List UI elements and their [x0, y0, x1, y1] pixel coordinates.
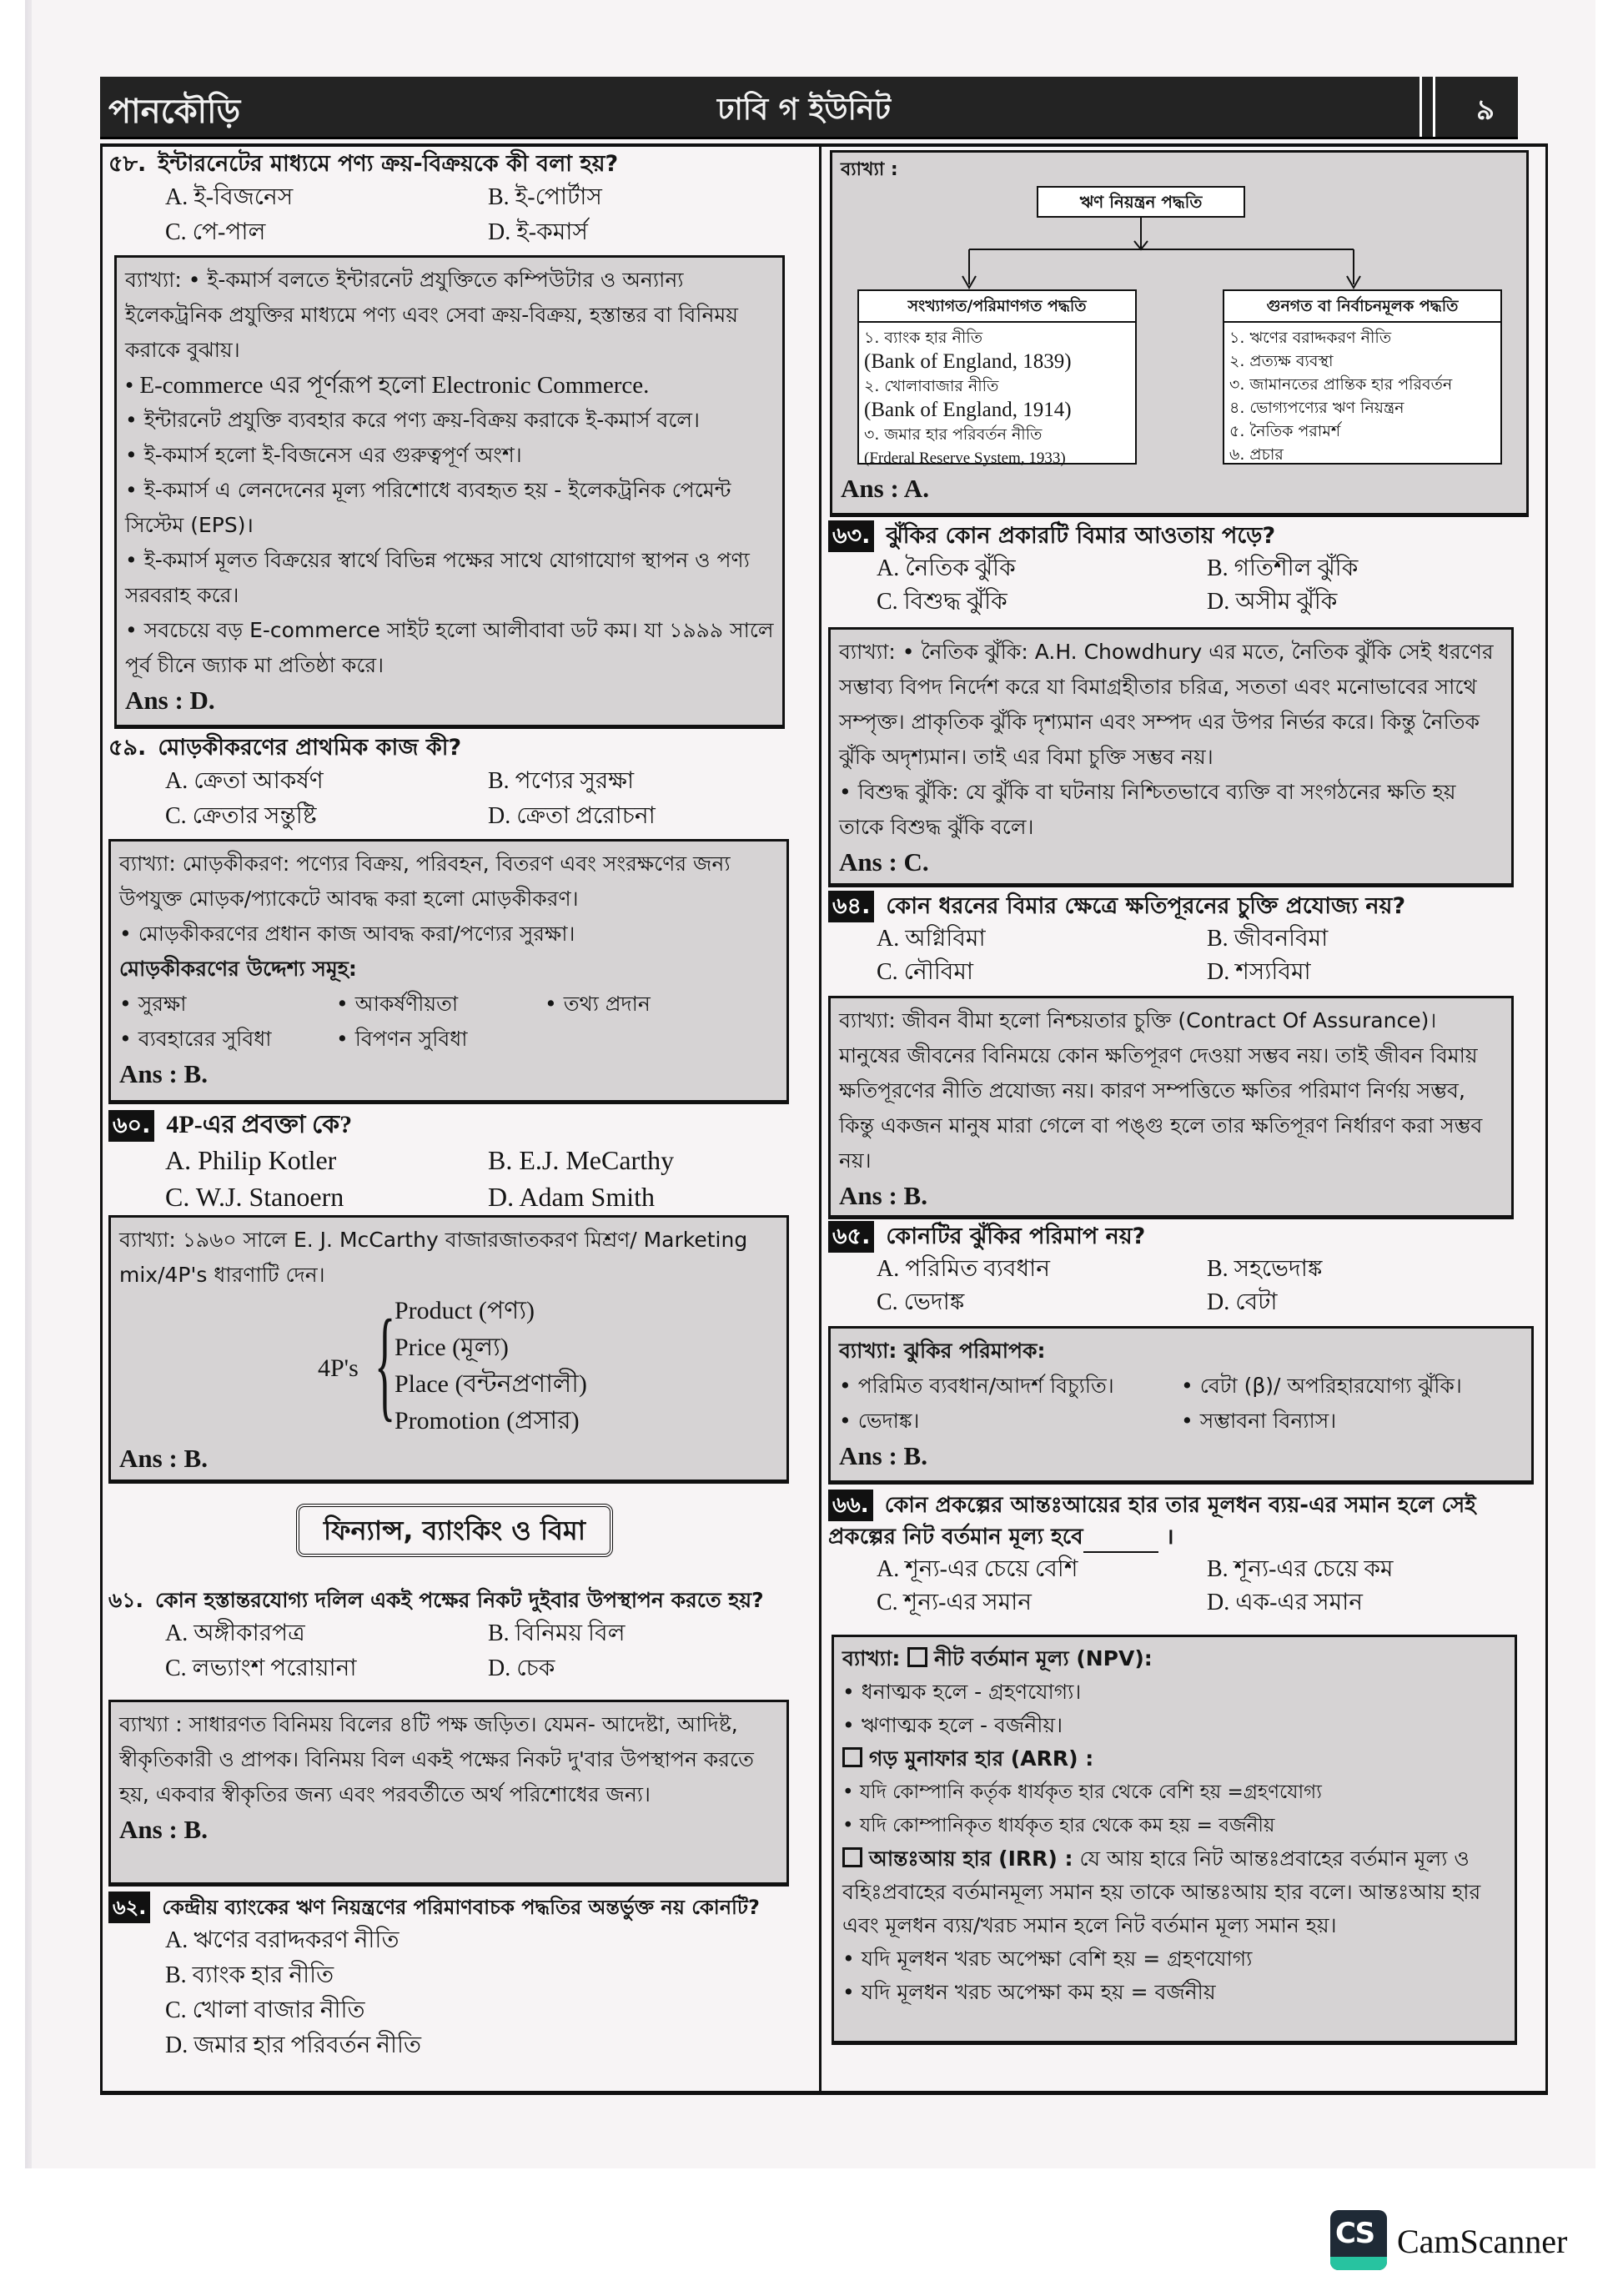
method-item: (Frderal Reserve System, 1933) [864, 450, 1066, 467]
option-b[interactable]: B. E.J. MeCarthy [488, 1145, 675, 1175]
four-ps-item: Price (মূল্য) [394, 1334, 509, 1361]
camscanner-logo-icon [1330, 2210, 1387, 2270]
answer: Ans : D. [125, 686, 215, 715]
option-d[interactable]: D. ই-কমার্স [488, 219, 588, 245]
credit-control-diagram [841, 184, 1518, 516]
diagram-root: ঋণ নিয়ন্ত্রন পদ্ধতি [1037, 186, 1245, 218]
answer: Ans : B. [119, 1059, 208, 1088]
arr-item: • যদি কোম্পানিকৃত ধার্যকৃত হার থেকে কম হয় = বর্জনীয় [842, 1815, 1275, 1836]
explanation-line: • E-commerce এর পূর্ণরূপ হলো Electronic Commerce. [125, 372, 650, 399]
option-d[interactable]: D. বেটা [1207, 1289, 1278, 1315]
camscanner-name: CamScanner [1397, 2223, 1568, 2260]
option-b[interactable]: B. শূন্য-এর চেয়ে কম [1207, 1556, 1394, 1582]
option-c[interactable]: C. ভেদাঙ্ক [877, 1289, 965, 1315]
question-66 [828, 1490, 1537, 1620]
explanation-59 [108, 839, 789, 1104]
option-b[interactable]: B. পণ্যের সুরক্ষা [488, 768, 635, 794]
options [108, 764, 811, 834]
option-a[interactable]: A. শূন্য-এর চেয়ে বেশি [877, 1556, 1078, 1582]
column-divider [819, 143, 822, 2095]
question-number: ৬৪. [828, 891, 874, 922]
question-65 [828, 1221, 1537, 1319]
irr-item: • যদি মূলধন খরচ অপেক্ষা কম হয় = বর্জনীয় [842, 1980, 1216, 2004]
method-item: ১. ব্যাংক হার নীতি [864, 329, 982, 347]
option-d[interactable]: D. চেক [488, 1655, 555, 1681]
explanation-line: ব্যাখ্যা: • নৈতিক ঝুঁকি: A.H. Chowdhury এর মতে, নৈতিক ঝুঁকি সেই ধরণের সম্ভাব্য বিপদ নির্দেশ করে যা বিমাগ্রহীতার চরিত্র, সততা এবং মনোভাবের সাথে সম্পৃক্ত। প্রাকৃতিক ঝুঁকি দৃশ্যমান এবং সম্পদ এর উপর নির্ভর করে। কিন্তু নৈতিক ঝুঁকি অদৃশ্যমান। তাই এর বিমা চুক্তি সম্ভব নয়। [839, 640, 1494, 769]
four-ps-item: Place (বন্টনপ্রণালী) [394, 1370, 587, 1398]
question-59 [108, 732, 811, 834]
explanation-61 [108, 1700, 789, 1887]
brace-icon: { [374, 1294, 396, 1433]
logo-text: CS [1335, 2217, 1374, 2250]
option-b[interactable]: B. সহভেদাঙ্ক [1207, 1256, 1323, 1282]
explanation-text: ব্যাখ্যা: জীবন বীমা হলো নিশ্চয়তার চুক্তি (Contract Of Assurance)। মানুষের জীবনের বিনিময়ে কোন ক্ষতিপূরণ দেওয়া সম্ভব নয়। তাই জীবন বিমায় ক্ষতিপূরণের নীতি প্রযোজ্য নয়। কারণ সম্পত্তিতে ক্ষতির পরিমাণ নির্ণয় সম্ভব, কিন্তু একজন মানুষ মারা গেলে বা পঙ্গু হলে তার ক্ষতিপূরণ নির্ধারণ করা সম্ভব নয়। [839, 1008, 1483, 1173]
explanation-label: ব্যাখ্যা: ঝুকির পরিমাপক: [839, 1339, 1046, 1363]
method-item: (Bank of England, 1914) [864, 399, 1072, 421]
option-b[interactable]: B. ব্যাংক হার নীতি [165, 1962, 334, 1988]
question-text: ঝুঁকির কোন প্রকারটি বিমার আওতায় পড়ে? [886, 523, 1276, 549]
risk-measure: • বেটা (β)/ অপরিহারযোগ্য ঝুঁকি। [1181, 1374, 1462, 1398]
answer: Ans : B. [119, 1444, 208, 1473]
explanation-text: ব্যাখ্যা : সাধারণত বিনিময় বিলের ৪টি পক্ষ জড়িত। যেমন- আদেষ্টা, আদিষ্ট, স্বীকৃতিকারী ও প্রাপক। বিনিময় বিল একই পক্ষের নিকট দু'বার উপস্থাপন করতে হয়, একবার স্বীকৃতির জন্য এবং পরবর্তীতে অর্থ পরিশোধের জন্য। [119, 1712, 754, 1806]
four-ps-diagram [119, 1293, 778, 1441]
question-number: ৬৬. [828, 1490, 873, 1521]
checkbox-icon [842, 1747, 862, 1767]
question-61 [108, 1585, 811, 1686]
option-a[interactable]: A. ঋণের বরাদ্দকরণ নীতি [165, 1927, 399, 1953]
method-item: ৫. নৈতিক পরামর্শ [1229, 422, 1341, 440]
option-a[interactable]: A. অঙ্গীকারপত্র [165, 1620, 305, 1646]
explanation-line: ব্যাখ্যা: মোড়কীকরণ: পণ্যের বিক্রয়, পরিবহন, বিতরণ এবং সংরক্ষণের জন্য উপযুক্ত মোড়ক/প্যাকেটে আবদ্ধ করা হলো মোড়কীকরণ। [119, 852, 731, 911]
question-60 [108, 1109, 811, 1215]
option-c[interactable]: C. পে-পাল [165, 219, 266, 245]
method-item: ৩. জামানতের প্রান্তিক হার পরিবর্তন [1229, 375, 1453, 394]
option-a[interactable]: A. নৈতিক ঝুঁকি [877, 555, 1016, 581]
option-c[interactable]: C. খোলা বাজার নীতি [165, 1997, 365, 2023]
option-c[interactable]: C. শূন্য-এর সমান [877, 1590, 1032, 1615]
question-text: 4P-এর প্রবক্তা কে? [166, 1111, 353, 1138]
options [108, 180, 811, 250]
explanation-line: • ই-কমার্স মূলত বিক্রয়ের স্বার্থে বিভিন্ন পক্ষের সাথে যোগাযোগ স্থাপন ও পণ্য সরবরাহ করে। [125, 548, 750, 607]
explanation-63 [828, 627, 1514, 887]
npv-item: • ঋণাত্মক হলে - বর্জনীয়। [842, 1713, 1063, 1737]
options [828, 1253, 1537, 1319]
risk-measures-list [839, 1369, 1523, 1439]
checkbox-icon [907, 1647, 927, 1667]
purpose-item: • সুরক্ষা [119, 992, 187, 1016]
options [828, 1553, 1537, 1620]
question-63 [828, 520, 1537, 619]
question-text: কোন প্রকল্পের আন্তঃআয়ের হার তার মূলধন ব্যয়-এর সমান হলে সেই প্রকল্পের নিট বর্তমান মূল্য হবে [828, 1493, 1476, 1550]
risk-measure: • সম্ভাবনা বিন্যাস। [1181, 1409, 1337, 1433]
question-62 [108, 1892, 811, 2063]
option-a[interactable]: A. ই-বিজনেস [165, 184, 294, 210]
purpose-list [119, 987, 778, 1057]
risk-measure: • ভেদাঙ্ক। [839, 1409, 920, 1433]
option-a[interactable]: A. অগ্নিবিমা [877, 926, 986, 952]
explanation-label: ব্যাখ্যা: [842, 1646, 901, 1671]
option-c[interactable]: C. ক্রেতার সন্তুষ্টি [165, 803, 317, 829]
explanation-subheading: মোড়কীকরণের উদ্দেশ্য সমূহ: [119, 957, 357, 981]
explanation-58 [114, 255, 785, 729]
purpose-item: • তথ্য প্রদান [545, 992, 651, 1016]
question-text: কোন ধরনের বিমার ক্ষেত্রে ক্ষতিপূরনের চুক্তি প্রযোজ্য নয়? [886, 893, 1406, 919]
explanation-line: ব্যাখ্যা: • ই-কমার্স বলতে ইন্টারনেট প্রযুক্তিতে কম্পিউটার ও অন্যান্য ইলেকট্রনিক প্রযুক্তির মাধ্যমে পণ্য এবং সেবা ক্রয়-বিক্রয়, হস্তান্তর বা বিনিময় করাকে বুঝায়। [125, 268, 738, 362]
answer: Ans : A. [841, 474, 929, 503]
arr-item: • যদি কোম্পানি কর্তৃক ধার্যকৃত হার থেকে বেশি হয় =গ্রহণযোগ্য [842, 1781, 1322, 1803]
method-item: ৬. প্রচার [1229, 445, 1284, 464]
risk-measure: • পরিমিত ব্যবধান/আদর্শ বিচ্যুতি। [839, 1374, 1114, 1398]
irr-title: আন্তঃআয় হার (IRR) : [869, 1846, 1073, 1871]
explanation-60 [108, 1215, 789, 1484]
fill-in-blank [1083, 1528, 1158, 1553]
header-divider-bars [1416, 77, 1450, 137]
qualitative-methods-box [1223, 289, 1502, 465]
option-b[interactable]: B. জীবনবিমা [1207, 926, 1329, 952]
purpose-item: • ব্যবহারের সুবিধা [119, 1027, 272, 1051]
option-a[interactable]: A. পরিমিত ব্যবধান [877, 1256, 1051, 1282]
options [108, 1142, 811, 1215]
answer: Ans : C. [839, 847, 929, 877]
answer: Ans : B. [839, 1441, 927, 1470]
question-text: কোন হস্তান্তরযোগ্য দলিল একই পক্ষের নিকট দুইবার উপস্থাপন করতে হয়? [154, 1588, 764, 1612]
explanation-66 [832, 1635, 1517, 2045]
explanation-line: • ই-কমার্স হলো ই-বিজনেস এর গুরুত্বপূর্ণ অংশ। [125, 443, 522, 467]
options [108, 1923, 811, 2063]
four-ps-item: Product (পণ্য) [394, 1297, 535, 1324]
method-item: ২. প্রত্যক্ষ ব্যবস্থা [1229, 352, 1334, 370]
option-c[interactable]: C. নৌবিমা [877, 959, 974, 985]
answer: Ans : B. [119, 1815, 208, 1844]
explanation-64 [828, 996, 1514, 1219]
explanation-line: • বিশুদ্ধ ঝুঁকি: যে ঝুঁকি বা ঘটনায় নিশ্চিতভাবে ব্যক্তি বা সংগঠনের ক্ষতি হয় তাকে বিশুদ্ধ ঝুঁকি বলে। [839, 780, 1456, 839]
question-58 [108, 148, 811, 250]
box-title: সংখ্যাগত/পরিমাণগত পদ্ধতি [859, 291, 1135, 323]
irr-item: • যদি মূলধন খরচ অপেক্ষা বেশি হয় = গ্রহণযোগ্য [842, 1947, 1253, 1971]
method-item: ৩. জমার হার পরিবর্তন নীতি [864, 425, 1043, 444]
question-number: ৬৫. [828, 1221, 874, 1253]
question-number: ৫৯. [108, 735, 147, 761]
options [108, 1616, 811, 1686]
option-d[interactable]: D. অসীম ঝুঁকি [1207, 589, 1338, 615]
option-d[interactable]: D. Adam Smith [488, 1182, 656, 1212]
explanation-label: ব্যাখ্যা : [841, 159, 898, 180]
option-d[interactable]: D. ক্রেতা প্ররোচনা [488, 803, 656, 829]
question-text: কোনটির ঝুঁকির পরিমাপ নয়? [886, 1223, 1146, 1249]
four-ps-list [394, 1293, 587, 1439]
option-b[interactable]: B. ই-পোর্টাস [488, 184, 602, 210]
question-text-end: । [1165, 1525, 1174, 1550]
brand-title: পানকৌড়ি [108, 93, 241, 131]
option-c[interactable]: C. বিশুদ্ধ ঝুঁকি [877, 589, 1007, 615]
question-number: ৬০. [108, 1110, 154, 1142]
question-number: ৬২. [108, 1892, 150, 1923]
unit-title: ঢাবি গ ইউনিট [717, 93, 891, 127]
page-header [100, 77, 1518, 139]
question-number: ৬১. [108, 1588, 143, 1612]
npv-title: নীট বর্তমান মূল্য (NPV): [934, 1646, 1153, 1671]
npv-item: • ধনাত্মক হলে - গ্রহণযোগ্য। [842, 1680, 1082, 1704]
explanation-line: • সবচেয়ে বড় E-commerce সাইট হলো আলীবাবা ডট কম। যা ১৯৯৯ সালে পূর্ব চীনে জ্যাক মা প্রতিষ্ঠা করে। [125, 618, 774, 677]
arr-title: গড় মুনাফার হার (ARR) : [869, 1746, 1094, 1771]
question-text: কেন্দ্রীয় ব্যাংকের ঋণ নিয়ন্ত্রণের পরিমাণবাচক পদ্ধতির অন্তর্ভুক্ত নয় কোনটি? [162, 1896, 760, 1919]
options [828, 922, 1537, 989]
explanation-62 [830, 150, 1529, 517]
question-64 [828, 891, 1537, 989]
checkbox-icon [842, 1847, 862, 1867]
method-item: ৪. ভোগ্যপণ্যের ঋণ নিয়ন্ত্রন [1229, 399, 1404, 417]
option-b[interactable]: B. বিনিময় বিল [488, 1620, 626, 1646]
box-title: গুনগত বা নির্বাচনমূলক পদ্ধতি [1224, 291, 1500, 323]
option-d[interactable]: D. শস্যবিমা [1207, 959, 1311, 985]
four-ps-label: 4P's [318, 1354, 359, 1382]
question-number: ৫৮. [108, 151, 147, 177]
options [828, 552, 1537, 619]
explanation-line: • ই-কমার্স এ লেনদেনের মূল্য পরিশোধে ব্যবহৃত হয় - ইলেকট্রনিক পেমেন্ট সিস্টেম (EPS)। [125, 478, 731, 537]
option-c[interactable]: C. লভ্যাংশ পরোয়ানা [165, 1655, 357, 1681]
explanation-text: ব্যাখ্যা: ১৯৬০ সালে E. J. McCarthy বাজারজাতকরণ মিশ্রণ/ Marketing mix/4P's ধারণাটি দেন। [119, 1228, 748, 1287]
option-a[interactable]: A. Philip Kotler [165, 1145, 337, 1175]
option-d[interactable]: D. এক-এর সমান [1207, 1590, 1364, 1615]
option-b[interactable]: B. গতিশীল ঝুঁকি [1207, 555, 1359, 581]
method-item: (Bank of England, 1839) [864, 350, 1072, 373]
option-d[interactable]: D. জমার হার পরিবর্তন নীতি [165, 2032, 422, 2058]
page-number: ৯ [1476, 93, 1495, 127]
question-text: মোড়কীকরণের প্রাথমিক কাজ কী? [158, 735, 462, 761]
option-c[interactable]: C. W.J. Stanoern [165, 1182, 344, 1212]
question-text: ইন্টারনেটের মাধ্যমে পণ্য ক্রয়-বিক্রয়কে কী বলা হয়? [158, 151, 619, 177]
four-ps-item: Promotion (প্রসার) [394, 1407, 580, 1434]
method-item: ১. ঋণের বরাদ্দকরণ নীতি [1229, 329, 1392, 347]
camscanner-watermark [1330, 2210, 1597, 2273]
question-number: ৬৩. [828, 520, 874, 552]
quantitative-methods-box [857, 289, 1137, 465]
explanation-65 [828, 1326, 1534, 1485]
method-item: ২. খোলাবাজার নীতি [864, 377, 999, 395]
explanation-line: • ইন্টারনেট প্রযুক্তি ব্যবহার করে পণ্য ক্রয়-বিক্রয় করাকে ই-কমার্স বলে। [125, 408, 700, 432]
purpose-item: • বিপণন সুবিধা [336, 1027, 468, 1051]
answer: Ans : B. [839, 1181, 927, 1210]
section-title: ফিন্যান্স, ব্যাংকিং ও বিমা [296, 1504, 613, 1557]
purpose-item: • আকর্ষণীয়তা [336, 992, 459, 1016]
explanation-line: • মোড়কীকরণের প্রধান কাজ আবদ্ধ করা/পণ্যের সুরক্ষা। [119, 922, 575, 946]
option-a[interactable]: A. ক্রেতা আকর্ষণ [165, 768, 324, 794]
irr-text: যে আয় হারে নিট আন্তঃপ্রবাহের বর্তমান মূল্য ও বহিঃপ্রবাহের বর্তমানমূল্য সমান হয় তাকে আন্তঃআয় হার বলে। আন্তঃআয় হার এবং মূলধন ব্যয়/খরচ সমান হলে নিট বর্তমান মূল্য সমান হয়। [842, 1846, 1481, 1937]
